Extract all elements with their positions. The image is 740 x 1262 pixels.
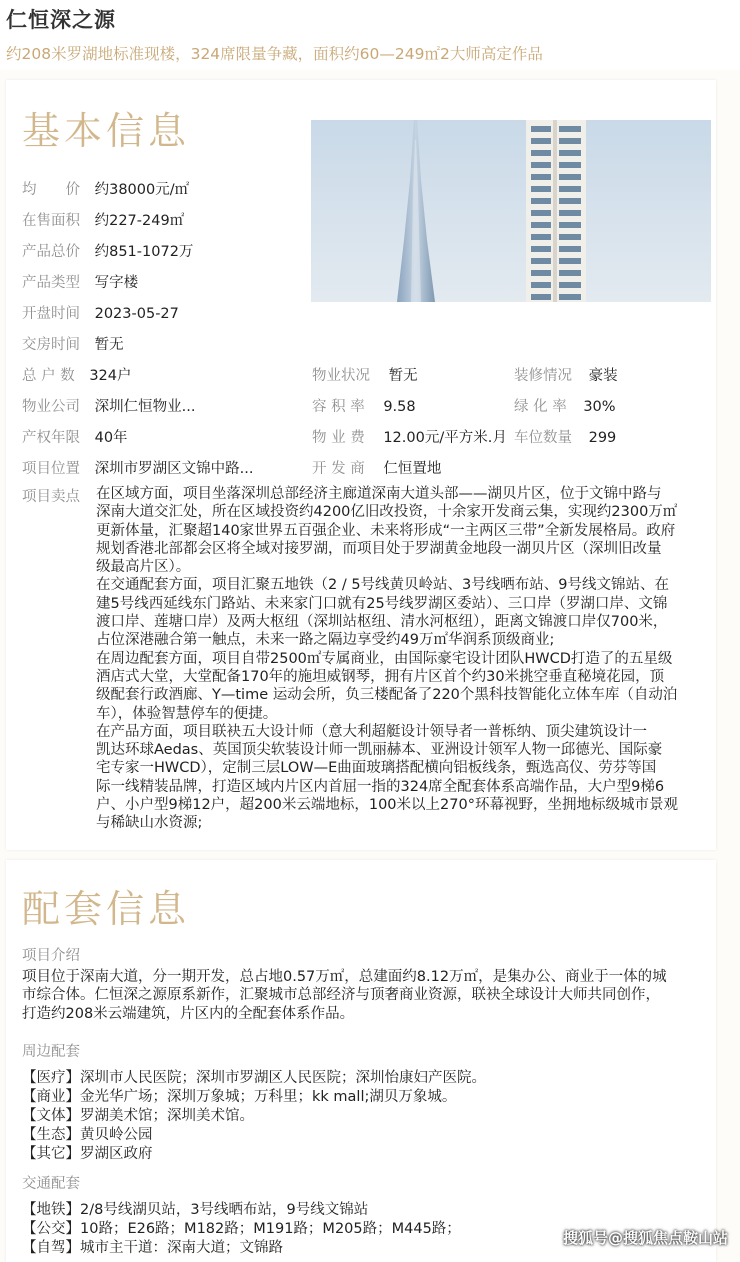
field-value: 324户 — [89, 368, 132, 384]
field-value: 12.00元/平方米.月 — [383, 430, 507, 446]
field-label: 项目位置 — [22, 461, 80, 477]
highlights-line: 渡口岸、莲塘口岸）及两大枢纽（深圳站枢纽、清水河枢纽），距离文锦渡口岸仅700米， — [96, 614, 668, 631]
field-open-date — [22, 302, 179, 323]
building-illustration — [311, 120, 711, 302]
field-product-type — [22, 271, 138, 292]
highlights-line: 在产品方面，项目联袂五大设计师（意大利超艇设计领导者一普栎纳、顶尖建筑设计一 — [96, 723, 647, 740]
surround-item: 【其它】罗湖区政府 — [22, 1146, 153, 1162]
watermark: 搜狐号@搜狐焦点鞍山站 — [562, 1229, 728, 1247]
surround-item: 【商业】金光华广场；深圳万象城；万科里；kk mall;湖贝万象城。 — [22, 1089, 457, 1105]
field-value: 约227-249㎡ — [94, 213, 185, 229]
field-label: 物业公司 — [22, 399, 80, 415]
surround-item: 【医疗】深圳市人民医院；深圳市罗湖区人民医院；深圳怡康妇产医院。 — [22, 1070, 486, 1086]
page-title: 仁恒深之源 — [6, 8, 116, 32]
surround-heading: 周边配套 — [22, 1044, 80, 1060]
highlights-line: 级最高片区）。 — [96, 559, 191, 576]
highlights-line: 在周边配套方面，项目自带2500㎡专属商业，由国际豪宅设计团队HWCD打造了的五星级 — [96, 650, 673, 667]
field-value: 约851-1072万 — [94, 244, 194, 260]
field-label: 交房时间 — [22, 337, 80, 353]
basic-info-title: 基本信息 — [22, 109, 191, 153]
intro-line: 项目位于深南大道，分一期开发，总占地0.57万㎡，总建面约8.12万㎡，是集办公、商业于一体的城 — [22, 969, 667, 985]
intro-line: 市综合体。仁恒深之源原系新作，汇聚城市总部经济与顶奢商业资源，联袂全球设计大师共同创作， — [22, 987, 660, 1004]
highlights-line: 酒店式大堂，大堂配备170年的施坦威钢琴，拥有片区首个约30米挑空垂直秘境花园，顶 — [96, 668, 665, 685]
field-value: 30% — [583, 399, 616, 415]
field-value: 暂无 — [94, 337, 124, 353]
highlights-line: 在交通配套方面，项目汇聚五地铁（2 / 5号线黄贝岭站、3号线晒布站、9号线文锦站、在 — [96, 577, 670, 594]
field-value: 299 — [588, 430, 617, 446]
traffic-item: 【自驾】城市主干道：深南大道；文锦路 — [22, 1240, 283, 1256]
field-label: 车位数量 — [514, 430, 572, 446]
highlights-line: 际一线精装品牌，打造区域内片区内首屈一指的324席全配套体系高端作品，大户型9梯6 — [96, 778, 665, 795]
highlights-line: 规划香港北部都会区将全域对接罗湖，而项目处于罗湖黄金地段一湖贝片区（深圳旧改量 — [96, 540, 662, 557]
field-label: 开 发 商 — [312, 461, 365, 477]
field-value: 仁恒置地 — [383, 461, 442, 477]
field-far — [312, 395, 416, 416]
field-label: 在售面积 — [22, 213, 80, 229]
field-label: 物业状况 — [312, 368, 370, 384]
field-households — [22, 364, 132, 385]
field-value: 40年 — [94, 430, 128, 446]
field-price — [22, 178, 189, 199]
highlights-line: 凯达环球Aedas、英国顶尖软装设计师一凯丽赫本、亚洲设计领军人物一邱德光、国际豪 — [96, 742, 663, 759]
highlights-line: 级配套行政酒廊、Y—time 运动会所，负三楼配备了220个黑科技智能化立体车库（自动泊 — [96, 687, 678, 704]
highlights-line: 在区域方面，项目坐落深圳总部经济主廊道深南大道头部——湖贝片区，位于文锦中路与 — [96, 486, 662, 502]
field-parking — [514, 426, 616, 447]
highlights-label: 项目卖点 — [22, 489, 80, 505]
field-area — [22, 209, 184, 230]
header — [0, 0, 740, 70]
field-label: 产品类型 — [22, 275, 80, 291]
field-property-fee — [312, 426, 507, 447]
surround-item: 【生态】黄贝岭公园 — [22, 1127, 153, 1143]
field-label: 产品总价 — [22, 244, 80, 260]
field-label: 绿 化 率 — [514, 399, 567, 415]
basic-info-card — [6, 80, 716, 850]
field-property-company — [22, 395, 195, 416]
highlights-line: 建5号线西延线东门路站、未来家门口就有25号线罗湖区委站）、三口岸（罗湖口岸、文锦 — [96, 595, 668, 612]
highlights-line: 与稀缺山水资源; — [96, 815, 203, 832]
intro-line: 打造约208米云端建筑，片区内的全配套体系作品。 — [22, 1005, 355, 1022]
field-property-status — [312, 364, 418, 385]
page-subtitle: 约208米罗湖地标准现楼，324席限量争藏，面积约60—249㎡2大师高定作品 — [6, 45, 543, 63]
surround-item: 【文体】罗湖美术馆；深圳美术馆。 — [22, 1108, 254, 1124]
traffic-heading: 交通配套 — [22, 1176, 80, 1192]
highlights-line: 深南大道交汇处，所在区域投资约4200亿旧改投资，十余家开发商云集，实现约2300万㎡ — [96, 504, 678, 521]
field-tenure — [22, 426, 128, 447]
field-value: 9.58 — [383, 399, 416, 415]
building-photo — [311, 120, 711, 302]
field-value: 豪装 — [588, 368, 618, 384]
field-label: 均 价 — [22, 182, 80, 198]
highlights-line: 宅专家一HWCD），定制三层LOW—E曲面玻璃搭配横向铝板线条，甄选高仪、劳芬等国 — [96, 760, 657, 777]
field-value: 深圳市罗湖区文锦中路... — [94, 461, 254, 477]
intro-heading: 项目介绍 — [22, 948, 80, 964]
intro-text — [22, 968, 712, 1023]
field-developer — [312, 457, 441, 478]
highlights-text — [96, 485, 708, 833]
field-value: 写字楼 — [94, 275, 139, 291]
field-label: 开盘时间 — [22, 306, 80, 322]
field-label: 总 户 数 — [22, 368, 75, 384]
field-green-rate — [514, 395, 616, 416]
field-value: 暂无 — [388, 368, 418, 384]
highlights-line: 车），体验智慧停车的便捷。 — [96, 705, 278, 722]
field-label: 装修情况 — [514, 368, 572, 384]
field-value: 2023-05-27 — [94, 306, 179, 322]
field-value: 约38000元/㎡ — [94, 182, 190, 198]
field-label: 产权年限 — [22, 430, 80, 446]
field-label: 物 业 费 — [312, 430, 365, 446]
support-info-card — [6, 860, 716, 1262]
highlights-line: 更新体量，汇聚超140家世界五百强企业、未来将形成“一主两区三带”全新发展格局。政府 — [96, 522, 676, 539]
field-total-price — [22, 240, 193, 261]
highlights-line: 占位深港融合第一触点，未来一路之隔边享受约49万㎡华润系顶级商业; — [96, 632, 555, 649]
field-value: 深圳仁恒物业... — [94, 399, 196, 415]
field-location — [22, 457, 253, 478]
field-delivery — [22, 333, 124, 354]
highlights-line: 户、小户型9梯12户，超200米云端地标，100米以上270°环幕视野，坐拥地标级城市景观 — [96, 797, 678, 814]
field-label: 容 积 率 — [312, 399, 365, 415]
traffic-item: 【地铁】2/8号线湖贝站，3号线晒布站，9号线文锦站 — [22, 1202, 369, 1218]
support-info-title: 配套信息 — [22, 887, 191, 931]
traffic-item: 【公交】10路；E26路；M182路；M191路；M205路；M445路； — [22, 1221, 461, 1237]
field-decoration — [514, 364, 618, 385]
